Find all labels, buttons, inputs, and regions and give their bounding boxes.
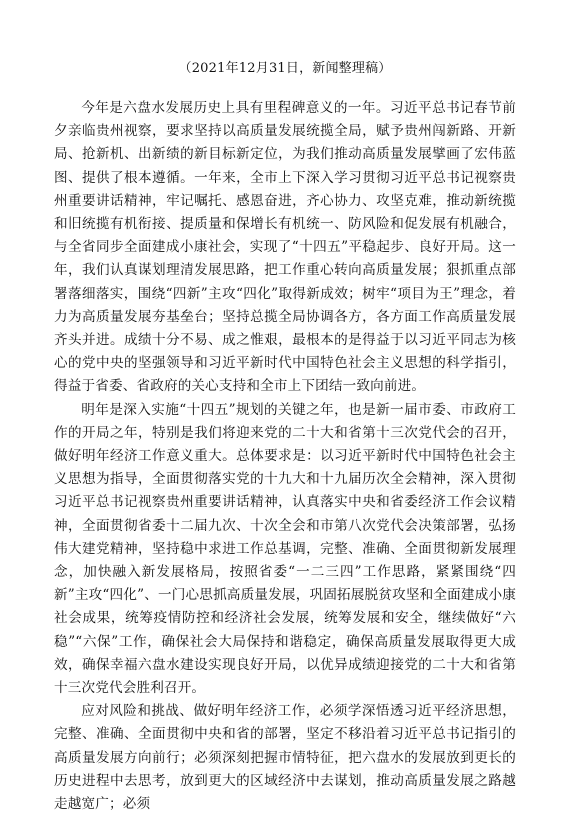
paragraph-review: 今年是六盘水发展历史上具有里程碑意义的一年。习近平总书记春节前夕亲临贵州视察，要求坚持以高质量发展统揽全局，赋予贵州闯新路、开新局、抢新机、出新绩的新目标新定位，为我们推动高质量发展擘画了宏伟蓝图、提供了根本遵循。一年来，全市上下深入学习贯彻习近平总书记视察贵州重要讲话精神，牢记嘱托、感恩奋进，齐心协力、攻坚克难，推动新统揽和旧统揽有机衔接、提质量和保增长有机统一、防风险和促发展有机融合，与全省同步全面建成小康社会，实现了“十四五”平稳起步、良好开局。这一年，我们认真谋划理清发展思路，把工作重心转向高质量发展；狠抓重点部署落细落实，围绕“四新”主攻“四化”取得新成效；树牢“项目为王”理念，着力为高质量发展夯基垒台；坚持总揽全局协调各方，各方面工作高质量发展齐头并进。成绩十分不易、成之惟艰，最根本的是得益于以习近平同志为核心的党中央的坚强领导和习近平新时代中国特色社会主义思想的科学指引，得益于省委、省政府的关心支持和全市上下团结一致向前进。 [54,100,516,395]
paragraph-requirements: 明年是深入实施“十四五”规划的关键之年，也是新一届市委、市政府工作的开局之年，特别是我们将迎来党的二十大和省第十三次党代会的召开，做好明年经济工作意义重大。总体要求是：以习近平新时代中国特色社会主义思想为指导，全面贯彻落实党的十九大和十九届历次全会精神，深入贯彻习近平总书记视察贵州重要讲话精神，认真落实中央和省委经济工作会议精神，全面贯彻省委十二届九次、十次全会和市第八次党代会决策部署，弘扬伟大建党精神，坚持稳中求进工作总基调，完整、准确、全面贯彻新发展理念，加快融入新发展格局，按照省委“一二三四”工作思路，紧紧围绕“四新”主攻“四化”、一门心思抓高质量发展，巩固拓展脱贫攻坚和全面建成小康社会成果，统筹疫情防控和经济社会发展，统筹发展和安全，继续做好“六稳”“六保”工作，确保社会大局保持和谐稳定，确保高质量发展取得更大成效，确保幸福六盘水建设实现良好开局，以优异成绩迎接党的二十大和省第十三次党代会胜利召开。 [54,401,516,697]
paragraph-challenges: 应对风险和挑战、做好明年经济工作，必须学深悟透习近平经济思想，完整、准确、全面贯彻中央和省的部署，坚定不移沿着习近平总书记指引的高质量发展方向前行；必须深刻把握市情特征，把六盘水的发展放到更长的历史进程中去思考，放到更大的区域经济中去谋划，推动高质量发展之路越走越宽广；必须 [54,703,516,813]
article-body [54,97,516,816]
dateline: （2021年12月31日，新闻整理稿） [178,61,392,76]
